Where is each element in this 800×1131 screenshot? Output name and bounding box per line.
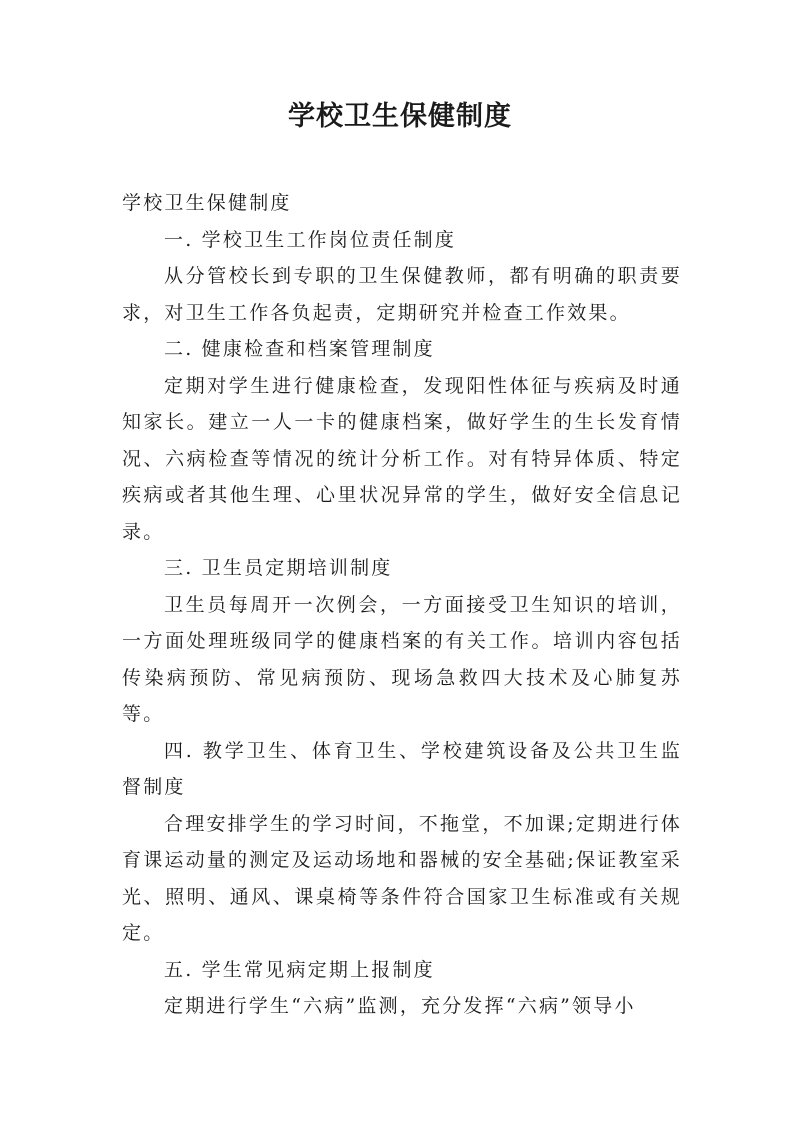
- section-body-2: 定期对学生进行健康检查，发现阳性体征与疾病及时通知家长。建立一人一卡的健康档案，做好学生的生长发育情况、六病检查等情况的统计分析工作。对有特异体质、特定疾病或者其他生理、心里状况异常的学生，做好安全信息记录。: [122, 374, 682, 543]
- section-heading-2: 二. 健康检查和档案管理制度: [164, 338, 435, 360]
- section-heading-3: 三. 卫生员定期培训制度: [164, 557, 393, 579]
- section-body-5: 定期进行学生“六病”监测，充分发挥“六病”领导小: [164, 995, 636, 1017]
- section-heading-4: 四. 教学卫生、体育卫生、学校建筑设备及公共卫生监督制度: [122, 739, 682, 798]
- document-title: 学校卫生保健制度: [288, 101, 512, 132]
- section-body-4: 合理安排学生的学习时间，不拖堂，不加课;定期进行体育课运动量的测定及运动场地和器械的安全基础;保证教室采光、照明、通风、课桌椅等条件符合国家卫生标准或有关规定。: [122, 812, 682, 944]
- section-body-1: 从分管校长到专职的卫生保健教师，都有明确的职责要求，对卫生工作各负起责，定期研究并检查工作效果。: [122, 265, 682, 324]
- document-body: [122, 185, 682, 1025]
- section-body-3: 卫生员每周开一次例会，一方面接受卫生知识的培训，一方面处理班级同学的健康档案的有关工作。培训内容包括传染病预防、常见病预防、现场急救四大技术及心肺复苏等。: [122, 593, 682, 725]
- paragraph-heading: 学校卫生保健制度: [122, 192, 292, 214]
- section-heading-1: 一. 学校卫生工作岗位责任制度: [164, 228, 457, 251]
- section-heading-5: 五. 学生常见病定期上报制度: [164, 958, 435, 981]
